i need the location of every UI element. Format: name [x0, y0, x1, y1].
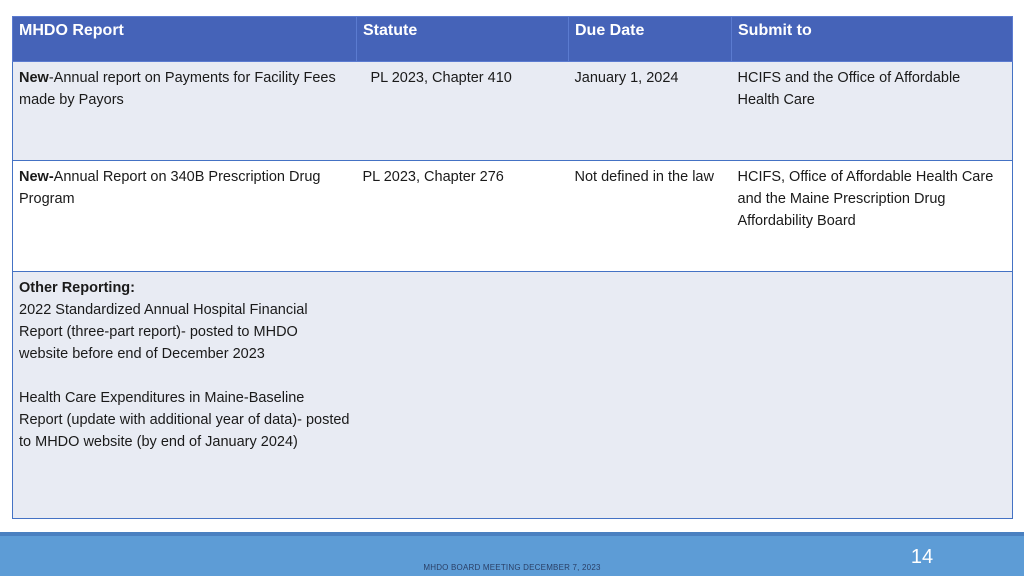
- other-reporting-cell: [13, 272, 357, 519]
- due-date-cell: [569, 161, 732, 272]
- header-submit-to: Submit to: [732, 17, 1013, 62]
- empty-cell: [569, 272, 732, 519]
- new-label: New: [19, 70, 49, 86]
- table-header-row: [13, 17, 1013, 62]
- header-statute: Statute: [357, 17, 569, 62]
- new-label: New-: [19, 169, 54, 185]
- due-date-text: Not defined in the law: [574, 169, 714, 185]
- submit-to-text: HCIFS, Office of Affordable Health Care and the Maine Prescription Drug Affordability Board: [737, 169, 994, 229]
- statute-cell: [357, 62, 569, 161]
- statute-cell: [357, 161, 569, 272]
- report-description: Annual Report on 340B Prescription Drug Program: [19, 169, 321, 207]
- empty-cell: [732, 272, 1013, 519]
- statute-text: PL 2023, Chapter 276: [362, 169, 504, 185]
- submit-to-text: HCIFS and the Office of Affordable Health Care: [737, 70, 961, 108]
- spacer: [19, 365, 351, 387]
- other-reporting-item: Health Care Expenditures in Maine-Baseline Report (update with additional year of data)- posted to MHDO website (by end of January 2024): [19, 390, 350, 450]
- other-reporting-heading: Other Reporting:: [19, 280, 135, 296]
- footer-meeting-text: MHDO BOARD MEETING DECEMBER 7, 2023: [423, 563, 601, 572]
- table-row: [13, 272, 1013, 519]
- report-description: -Annual report on Payments for Facility Fees made by Payors: [19, 70, 336, 108]
- empty-cell: [357, 272, 569, 519]
- header-due-date: Due Date: [569, 17, 732, 62]
- mhdo-report-table: [12, 16, 1013, 519]
- table-row: [13, 62, 1013, 161]
- report-cell: [13, 161, 357, 272]
- page-number: 14: [910, 546, 934, 568]
- table-row: [13, 161, 1013, 272]
- submit-to-cell: [732, 62, 1013, 161]
- header-mhdo-report: MHDO Report: [13, 17, 357, 62]
- due-date-cell: [569, 62, 732, 161]
- submit-to-cell: [732, 161, 1013, 272]
- other-reporting-item: 2022 Standardized Annual Hospital Financial Report (three-part report)- posted to MHDO website before end of December 2023: [19, 302, 308, 362]
- statute-text: PL 2023, Chapter 410: [370, 70, 512, 86]
- report-cell: [13, 62, 357, 161]
- due-date-text: January 1, 2024: [574, 70, 679, 86]
